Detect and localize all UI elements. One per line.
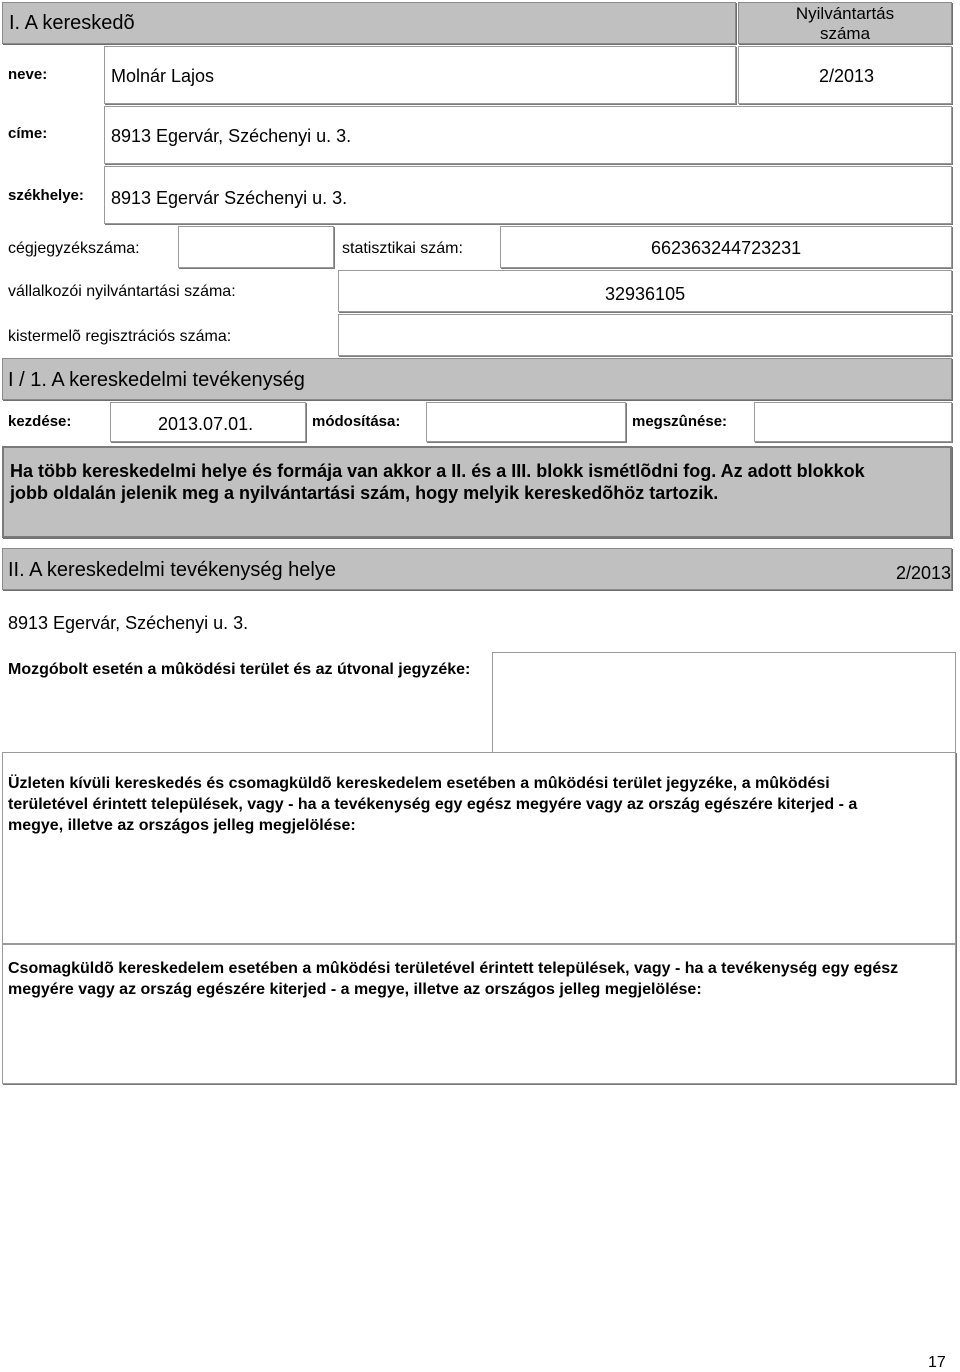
notice-box: [2, 446, 952, 538]
off-store-area-field: [2, 752, 956, 944]
smallholder-number-field: [338, 314, 952, 356]
mobile-shop-label: Mozgóbolt esetén a mûködési terület és az útvonal jegyzéke:: [8, 661, 471, 678]
end-date-field: [754, 402, 952, 442]
location-section-title: II. A kereskedelmi tevékenység helye: [8, 559, 336, 581]
name-field: [104, 46, 736, 104]
reg-number-header-line2: száma: [819, 24, 871, 43]
modified-date-label: módosítása:: [312, 413, 401, 430]
seat-field: [104, 166, 952, 224]
reg-number-field: [738, 46, 952, 104]
smallholder-number-label: kistermelõ regisztrációs száma:: [8, 328, 232, 345]
location-reg-number: 2/2013: [895, 563, 951, 583]
address-value: 8913 Egervár, Széchenyi u. 3.: [111, 126, 352, 146]
reg-number-value: 2/2013: [819, 66, 875, 86]
location-section-header: [2, 548, 952, 590]
stat-number-value: 662363244723231: [651, 238, 802, 258]
entrepreneur-number-value: 32936105: [605, 284, 686, 304]
address-label: címe:: [8, 125, 48, 142]
start-date-label: kezdése:: [8, 413, 72, 430]
seat-label: székhelye:: [8, 187, 84, 204]
entrepreneur-number-label: vállalkozói nyilvántartási száma:: [8, 283, 236, 300]
modified-date-field: [426, 402, 626, 442]
name-value: Molnár Lajos: [111, 66, 215, 86]
address-field: [104, 106, 952, 164]
section-header-merchant: [2, 2, 736, 44]
start-date-field: [110, 402, 306, 442]
mobile-shop-area-field: [492, 652, 956, 752]
notice-text: Ha több kereskedelmi helye és formája van akkor a II. és a III. blokk ismétlõdni fog. Az adott blokkok jobb oldalán jelenik meg a nyilvántartási szám, hogy melyik kereskedõhöz tartozik.: [10, 461, 865, 503]
end-date-label: megszûnése:: [632, 413, 728, 430]
start-date-value: 2013.07.01.: [158, 414, 254, 434]
reg-number-header: [738, 2, 952, 44]
mail-order-label: Csomagküldõ kereskedelem esetében a mûködési területével érintett települések, vagy - ha a tevékenység egy egész megyére vagy az ország egészére kiterjed - a megye, illetve az országos jelleg megjelölése:: [8, 960, 899, 998]
company-reg-label: cégjegyzékszáma:: [8, 240, 140, 257]
stat-number-field: [500, 226, 952, 268]
section-title: I. A kereskedõ: [9, 12, 135, 34]
name-label: neve:: [8, 66, 48, 83]
seat-value: 8913 Egervár Széchenyi u. 3.: [111, 188, 348, 208]
stat-number-label: statisztikai szám:: [342, 240, 463, 257]
off-store-label: Üzleten kívüli kereskedés és csomagküldõ kereskedelem esetében a mûködési terület jegyzéke, a mûködési területével érintett települések, vagy - ha a tevékenység egy egész megyére vagy az ország egészére kiterjed - a megye, illetve az országos jelleg megjelölése:: [8, 775, 858, 834]
page-number: 17: [928, 1354, 946, 1371]
activity-section-title: I / 1. A kereskedelmi tevékenység: [8, 369, 305, 391]
company-reg-field: [178, 226, 334, 268]
mail-order-area-field: [2, 944, 956, 1084]
location-address: 8913 Egervár, Széchenyi u. 3.: [8, 613, 249, 633]
entrepreneur-number-field: [338, 270, 952, 312]
reg-number-header-line1: Nyilvántartás: [795, 4, 895, 23]
activity-section-header: [2, 358, 952, 400]
